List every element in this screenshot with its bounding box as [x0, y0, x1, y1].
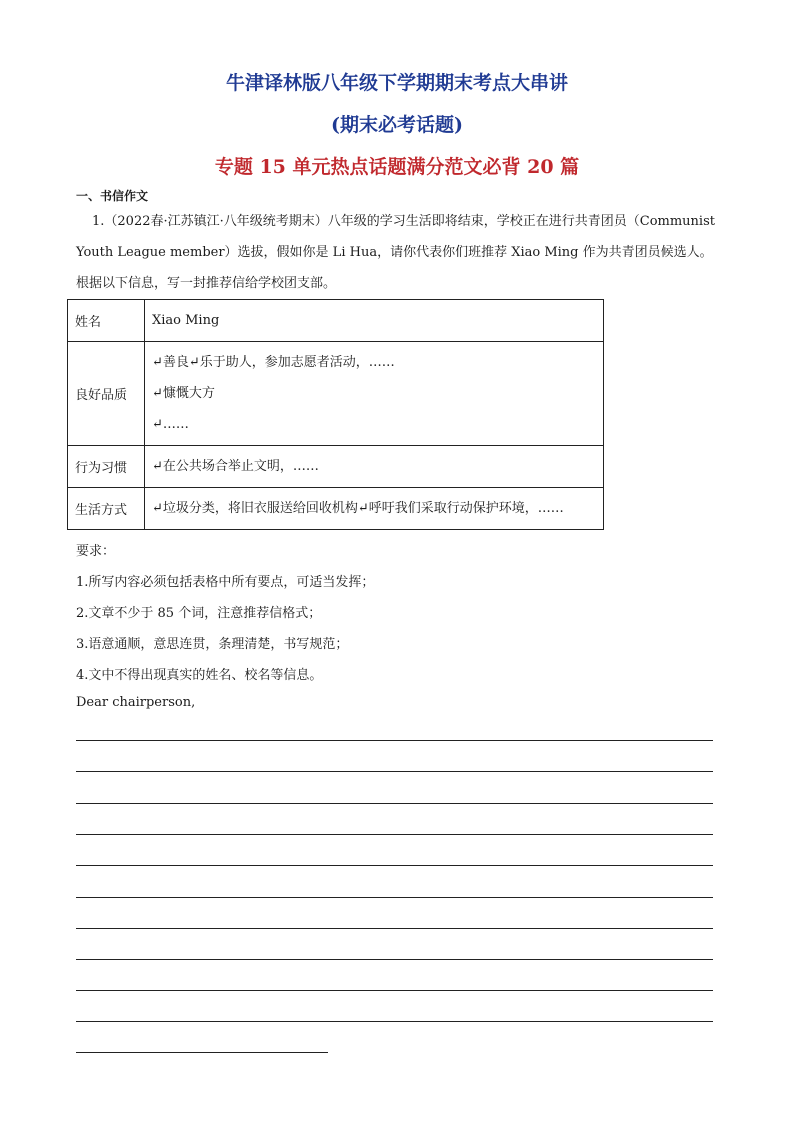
- table-row: [68, 446, 604, 488]
- table-row: [68, 300, 604, 342]
- table-value: [145, 488, 604, 530]
- table-row: [68, 342, 604, 446]
- writing-line: [76, 928, 713, 929]
- table-value-line: ↵慷慨大方: [152, 386, 215, 401]
- writing-line: [76, 803, 713, 804]
- writing-line: [76, 834, 713, 835]
- table-value-line: ↵……: [152, 417, 189, 432]
- table-value: [145, 300, 604, 342]
- requirement-item: 4.文中不得出现真实的姓名、校名等信息。: [76, 668, 323, 683]
- section-heading: 一、书信作文: [76, 189, 149, 203]
- table-value-line: Xiao Ming: [152, 313, 220, 328]
- writing-line: [76, 897, 713, 898]
- question-text: 1.（2022春·江苏镇江·八年级统考期末）八年级的学习生活即将结束，学校正在进行共青团员（Communist Youth League member）选拔，假如你是 Li Hua，请你代表你们班推荐 Xiao Ming 作为共青团员候选人。根据以下信息，写一封推荐信给学校团支部。: [76, 214, 715, 291]
- salutation: Dear chairperson,: [76, 695, 196, 710]
- table-row: [68, 488, 604, 530]
- writing-line: [76, 740, 713, 741]
- writing-line: [76, 1052, 328, 1053]
- topic-title: 专题 15 单元热点话题满分范文必背 20 篇: [214, 156, 580, 178]
- table-value: [145, 342, 604, 446]
- table-key: 生活方式: [68, 488, 145, 530]
- writing-line: [76, 990, 713, 991]
- table-key: 良好品质: [68, 342, 145, 446]
- table-value-line: ↵垃圾分类，将旧衣服送给回收机构↵呼吁我们采取行动保护环境，……: [152, 501, 564, 516]
- requirements-heading: 要求：: [76, 544, 116, 559]
- writing-line: [76, 959, 713, 960]
- info-table: [67, 299, 604, 530]
- writing-line: [76, 771, 713, 772]
- writing-line: [76, 1021, 713, 1022]
- document-title: 牛津译林版八年级下学期期末考点大串讲: [225, 72, 568, 94]
- writing-line: [76, 865, 713, 866]
- table-key: 行为习惯: [68, 446, 145, 488]
- requirement-item: 2.文章不少于 85 个词，注意推荐信格式；: [76, 606, 322, 621]
- requirement-item: 3.语意通顺，意思连贯，条理清楚，书写规范；: [76, 637, 349, 652]
- table-value-line: ↵在公共场合举止文明，……: [152, 459, 319, 474]
- document-subtitle: (期末必考话题): [331, 114, 463, 136]
- requirement-item: 1.所写内容必须包括表格中所有要点，可适当发挥；: [76, 575, 375, 590]
- table-value-line: ↵善良↵乐于助人，参加志愿者活动，……: [152, 355, 395, 370]
- table-value: [145, 446, 604, 488]
- table-key: 姓名: [68, 300, 145, 342]
